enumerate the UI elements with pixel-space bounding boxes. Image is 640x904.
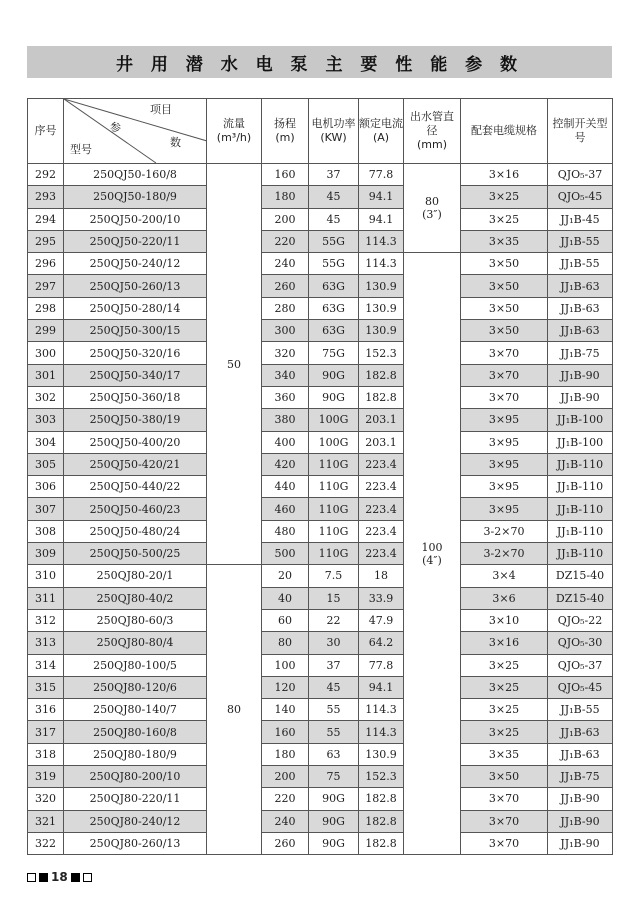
row-current: 33.9 (359, 587, 404, 609)
row-control: JJ₁B-90 (548, 832, 613, 854)
row-model: 250QJ50-400/20 (64, 431, 207, 453)
page-title: 井 用 潜 水 电 泵 主 要 性 能 参 数 (27, 46, 612, 78)
row-control: JJ₁B-55 (548, 253, 613, 275)
row-seq: 308 (28, 520, 64, 542)
row-power: 22 (309, 609, 359, 631)
row-current: 223.4 (359, 476, 404, 498)
row-seq: 314 (28, 654, 64, 676)
row-model: 250QJ80-60/3 (64, 609, 207, 631)
row-power: 90G (309, 364, 359, 386)
row-cable: 3×95 (461, 453, 548, 475)
row-current: 130.9 (359, 275, 404, 297)
row-seq: 315 (28, 676, 64, 698)
row-seq: 310 (28, 565, 64, 587)
row-seq: 322 (28, 832, 64, 854)
row-current: 152.3 (359, 766, 404, 788)
row-control: QJO₅-22 (548, 609, 613, 631)
flow-80-cell (207, 565, 262, 855)
row-cable: 3×95 (461, 409, 548, 431)
row-current: 94.1 (359, 208, 404, 230)
row-model: 250QJ50-480/24 (64, 520, 207, 542)
row-seq: 293 (28, 186, 64, 208)
header-power: 电机功率 (KW) (309, 99, 359, 164)
row-head: 480 (262, 520, 309, 542)
row-seq: 313 (28, 632, 64, 654)
square-outline-icon (27, 873, 36, 882)
row-control: QJO₅-45 (548, 676, 613, 698)
table-row (28, 208, 613, 230)
header-diagonal (64, 99, 207, 164)
table-row (28, 743, 613, 765)
row-head: 80 (262, 632, 309, 654)
flow-50-cell (207, 164, 262, 565)
row-head: 460 (262, 498, 309, 520)
row-head: 300 (262, 320, 309, 342)
table-row (28, 297, 613, 319)
row-head: 240 (262, 253, 309, 275)
row-current: 182.8 (359, 832, 404, 854)
table-row (28, 186, 613, 208)
row-current: 152.3 (359, 342, 404, 364)
row-head: 340 (262, 364, 309, 386)
row-seq: 301 (28, 364, 64, 386)
row-head: 220 (262, 230, 309, 252)
table-row (28, 164, 613, 186)
row-model: 250QJ80-40/2 (64, 587, 207, 609)
row-seq: 306 (28, 476, 64, 498)
row-model: 250QJ50-240/12 (64, 253, 207, 275)
row-model: 250QJ50-340/17 (64, 364, 207, 386)
row-model: 250QJ80-160/8 (64, 721, 207, 743)
row-control: JJ₁B-110 (548, 520, 613, 542)
row-power: 110G (309, 520, 359, 542)
header-pipe: 出水管直 径 (mm) (404, 99, 461, 164)
row-head: 180 (262, 186, 309, 208)
row-current: 94.1 (359, 676, 404, 698)
row-power: 75 (309, 766, 359, 788)
row-power: 55 (309, 699, 359, 721)
row-head: 60 (262, 609, 309, 631)
row-control: QJO₅-45 (548, 186, 613, 208)
row-control: JJ₁B-90 (548, 386, 613, 408)
row-power: 55 (309, 721, 359, 743)
row-model: 250QJ50-380/19 (64, 409, 207, 431)
row-seq: 320 (28, 788, 64, 810)
row-seq: 312 (28, 609, 64, 631)
table-row (28, 699, 613, 721)
table-row (28, 766, 613, 788)
table-row (28, 520, 613, 542)
row-current: 223.4 (359, 543, 404, 565)
table-row (28, 409, 613, 431)
table-row (28, 721, 613, 743)
header-cable: 配套电缆规格 (461, 99, 548, 164)
row-power: 7.5 (309, 565, 359, 587)
table-header-row (28, 99, 613, 164)
row-model: 250QJ80-260/13 (64, 832, 207, 854)
row-control: JJ₁B-55 (548, 230, 613, 252)
page-number: 18 (51, 870, 68, 884)
row-cable: 3×70 (461, 386, 548, 408)
pipe-100-cell-value: 100 (421, 540, 443, 554)
row-head: 120 (262, 676, 309, 698)
row-current: 182.8 (359, 788, 404, 810)
pipe-100-cell-inch: (4″) (422, 553, 442, 567)
row-head: 100 (262, 654, 309, 676)
row-power: 110G (309, 476, 359, 498)
row-model: 250QJ50-320/16 (64, 342, 207, 364)
row-model: 250QJ80-180/9 (64, 743, 207, 765)
row-model: 250QJ50-200/10 (64, 208, 207, 230)
table-row (28, 453, 613, 475)
row-seq: 302 (28, 386, 64, 408)
row-cable: 3×16 (461, 164, 548, 186)
row-cable: 3×70 (461, 364, 548, 386)
row-control: JJ₁B-63 (548, 297, 613, 319)
row-control: JJ₁B-110 (548, 498, 613, 520)
row-model: 250QJ80-240/12 (64, 810, 207, 832)
row-head: 440 (262, 476, 309, 498)
table-row (28, 632, 613, 654)
row-cable: 3×25 (461, 721, 548, 743)
row-cable: 3×6 (461, 587, 548, 609)
header-diag-param: 参 (110, 121, 121, 134)
square-filled-icon (39, 873, 48, 882)
row-control: JJ₁B-90 (548, 364, 613, 386)
table-row (28, 253, 613, 275)
row-cable: 3×95 (461, 498, 548, 520)
row-control: DZ15-40 (548, 587, 613, 609)
row-control: JJ₁B-110 (548, 476, 613, 498)
row-control: JJ₁B-63 (548, 743, 613, 765)
row-power: 37 (309, 164, 359, 186)
table-row (28, 587, 613, 609)
row-seq: 294 (28, 208, 64, 230)
header-diag-item: 项目 (150, 103, 172, 116)
row-head: 240 (262, 810, 309, 832)
row-current: 203.1 (359, 431, 404, 453)
row-power: 55G (309, 253, 359, 275)
table-row (28, 431, 613, 453)
row-head: 200 (262, 208, 309, 230)
row-cable: 3×50 (461, 320, 548, 342)
row-power: 45 (309, 208, 359, 230)
row-head: 320 (262, 342, 309, 364)
row-cable: 3×25 (461, 654, 548, 676)
row-cable: 3×25 (461, 208, 548, 230)
row-seq: 316 (28, 699, 64, 721)
row-current: 77.8 (359, 164, 404, 186)
row-current: 64.2 (359, 632, 404, 654)
row-control: DZ15-40 (548, 565, 613, 587)
row-model: 250QJ80-200/10 (64, 766, 207, 788)
row-seq: 298 (28, 297, 64, 319)
table-row (28, 320, 613, 342)
row-power: 100G (309, 409, 359, 431)
row-cable: 3×70 (461, 832, 548, 854)
row-power: 63 (309, 743, 359, 765)
row-model: 250QJ50-420/21 (64, 453, 207, 475)
row-model: 250QJ50-300/15 (64, 320, 207, 342)
table-row (28, 654, 613, 676)
row-model: 250QJ50-460/23 (64, 498, 207, 520)
row-power: 45 (309, 676, 359, 698)
header-head: 扬程 (m) (262, 99, 309, 164)
row-model: 250QJ50-280/14 (64, 297, 207, 319)
row-head: 200 (262, 766, 309, 788)
row-head: 280 (262, 297, 309, 319)
row-cable: 3×4 (461, 565, 548, 587)
row-head: 20 (262, 565, 309, 587)
row-cable: 3×10 (461, 609, 548, 631)
row-current: 223.4 (359, 498, 404, 520)
row-control: JJ₁B-110 (548, 543, 613, 565)
table-row (28, 609, 613, 631)
row-power: 90G (309, 788, 359, 810)
row-seq: 304 (28, 431, 64, 453)
row-current: 223.4 (359, 453, 404, 475)
row-current: 223.4 (359, 520, 404, 542)
row-control: JJ₁B-90 (548, 788, 613, 810)
row-cable: 3×16 (461, 632, 548, 654)
row-control: JJ₁B-110 (548, 453, 613, 475)
row-power: 63G (309, 320, 359, 342)
row-control: JJ₁B-75 (548, 766, 613, 788)
table-body (28, 164, 613, 855)
row-control: JJ₁B-55 (548, 699, 613, 721)
row-control: JJ₁B-100 (548, 431, 613, 453)
row-model: 250QJ50-260/13 (64, 275, 207, 297)
row-seq: 311 (28, 587, 64, 609)
row-current: 114.3 (359, 721, 404, 743)
table-row (28, 832, 613, 854)
row-current: 130.9 (359, 297, 404, 319)
row-head: 220 (262, 788, 309, 810)
row-model: 250QJ50-180/9 (64, 186, 207, 208)
row-model: 250QJ80-80/4 (64, 632, 207, 654)
flow-80-cell-value: 80 (227, 703, 241, 717)
row-cable: 3×95 (461, 431, 548, 453)
row-seq: 321 (28, 810, 64, 832)
row-current: 114.3 (359, 230, 404, 252)
row-power: 110G (309, 453, 359, 475)
row-power: 75G (309, 342, 359, 364)
row-current: 182.8 (359, 364, 404, 386)
table-row (28, 788, 613, 810)
row-cable: 3×50 (461, 297, 548, 319)
row-power: 63G (309, 275, 359, 297)
row-control: JJ₁B-45 (548, 208, 613, 230)
pipe-80-cell-inch: (3″) (422, 208, 442, 222)
table-row (28, 565, 613, 587)
pipe-80-cell-value: 80 (425, 195, 439, 209)
row-current: 94.1 (359, 186, 404, 208)
table-row (28, 386, 613, 408)
row-control: JJ₁B-75 (548, 342, 613, 364)
row-power: 45 (309, 186, 359, 208)
square-outline-icon (83, 873, 92, 882)
row-model: 250QJ80-220/11 (64, 788, 207, 810)
row-control: JJ₁B-63 (548, 320, 613, 342)
row-cable: 3×50 (461, 275, 548, 297)
row-model: 250QJ50-160/8 (64, 164, 207, 186)
table-row (28, 230, 613, 252)
row-cable: 3×70 (461, 810, 548, 832)
square-filled-icon (71, 873, 80, 882)
row-cable: 3×25 (461, 699, 548, 721)
row-model: 250QJ80-140/7 (64, 699, 207, 721)
row-model: 250QJ50-220/11 (64, 230, 207, 252)
row-seq: 295 (28, 230, 64, 252)
row-cable: 3×50 (461, 253, 548, 275)
row-head: 160 (262, 164, 309, 186)
row-power: 37 (309, 654, 359, 676)
row-power: 15 (309, 587, 359, 609)
row-power: 90G (309, 832, 359, 854)
row-head: 500 (262, 543, 309, 565)
row-current: 182.8 (359, 386, 404, 408)
row-model: 250QJ50-360/18 (64, 386, 207, 408)
row-head: 40 (262, 587, 309, 609)
table-row (28, 543, 613, 565)
pipe-80-cell (404, 164, 461, 253)
row-control: QJO₅-37 (548, 164, 613, 186)
header-seq: 序号 (28, 99, 64, 164)
table-row (28, 498, 613, 520)
row-current: 203.1 (359, 409, 404, 431)
row-control: JJ₁B-100 (548, 409, 613, 431)
row-seq: 296 (28, 253, 64, 275)
row-head: 260 (262, 275, 309, 297)
row-seq: 318 (28, 743, 64, 765)
row-cable: 3×70 (461, 342, 548, 364)
table-row (28, 342, 613, 364)
row-head: 260 (262, 832, 309, 854)
row-cable: 3-2×70 (461, 520, 548, 542)
row-cable: 3×25 (461, 186, 548, 208)
page-footer (27, 870, 92, 884)
row-cable: 3×70 (461, 788, 548, 810)
row-seq: 303 (28, 409, 64, 431)
row-head: 140 (262, 699, 309, 721)
row-seq: 319 (28, 766, 64, 788)
row-seq: 297 (28, 275, 64, 297)
table-row (28, 676, 613, 698)
row-cable: 3×50 (461, 766, 548, 788)
row-model: 250QJ80-120/6 (64, 676, 207, 698)
row-cable: 3×95 (461, 476, 548, 498)
performance-table (27, 98, 613, 855)
row-current: 47.9 (359, 609, 404, 631)
table-row (28, 476, 613, 498)
row-current: 18 (359, 565, 404, 587)
row-control: QJO₅-37 (548, 654, 613, 676)
table-row (28, 275, 613, 297)
row-seq: 299 (28, 320, 64, 342)
row-model: 250QJ80-100/5 (64, 654, 207, 676)
row-current: 130.9 (359, 320, 404, 342)
row-seq: 305 (28, 453, 64, 475)
table-row (28, 364, 613, 386)
row-power: 55G (309, 230, 359, 252)
row-head: 360 (262, 386, 309, 408)
row-cable: 3×25 (461, 676, 548, 698)
header-flow: 流量 (m³/h) (207, 99, 262, 164)
row-seq: 317 (28, 721, 64, 743)
row-control: JJ₁B-63 (548, 721, 613, 743)
row-cable: 3×35 (461, 230, 548, 252)
row-seq: 307 (28, 498, 64, 520)
table-row (28, 810, 613, 832)
header-control: 控制开关型号 (548, 99, 613, 164)
row-control: QJO₅-30 (548, 632, 613, 654)
row-power: 110G (309, 498, 359, 520)
row-control: JJ₁B-63 (548, 275, 613, 297)
row-seq: 309 (28, 543, 64, 565)
row-head: 420 (262, 453, 309, 475)
header-diag-num: 数 (170, 136, 181, 149)
row-current: 182.8 (359, 810, 404, 832)
row-head: 380 (262, 409, 309, 431)
row-head: 180 (262, 743, 309, 765)
row-current: 130.9 (359, 743, 404, 765)
row-seq: 292 (28, 164, 64, 186)
row-power: 110G (309, 543, 359, 565)
header-current: 额定电流 (A) (359, 99, 404, 164)
row-seq: 300 (28, 342, 64, 364)
row-model: 250QJ50-500/25 (64, 543, 207, 565)
row-cable: 3-2×70 (461, 543, 548, 565)
row-head: 160 (262, 721, 309, 743)
row-head: 400 (262, 431, 309, 453)
row-power: 90G (309, 386, 359, 408)
row-model: 250QJ80-20/1 (64, 565, 207, 587)
row-power: 30 (309, 632, 359, 654)
row-control: JJ₁B-90 (548, 810, 613, 832)
pipe-100-cell (404, 253, 461, 855)
flow-50-cell-value: 50 (227, 357, 241, 371)
header-diag-model: 型号 (70, 143, 92, 156)
row-cable: 3×35 (461, 743, 548, 765)
row-model: 250QJ50-440/22 (64, 476, 207, 498)
row-current: 114.3 (359, 699, 404, 721)
row-current: 77.8 (359, 654, 404, 676)
row-power: 90G (309, 810, 359, 832)
row-current: 114.3 (359, 253, 404, 275)
row-power: 100G (309, 431, 359, 453)
row-power: 63G (309, 297, 359, 319)
